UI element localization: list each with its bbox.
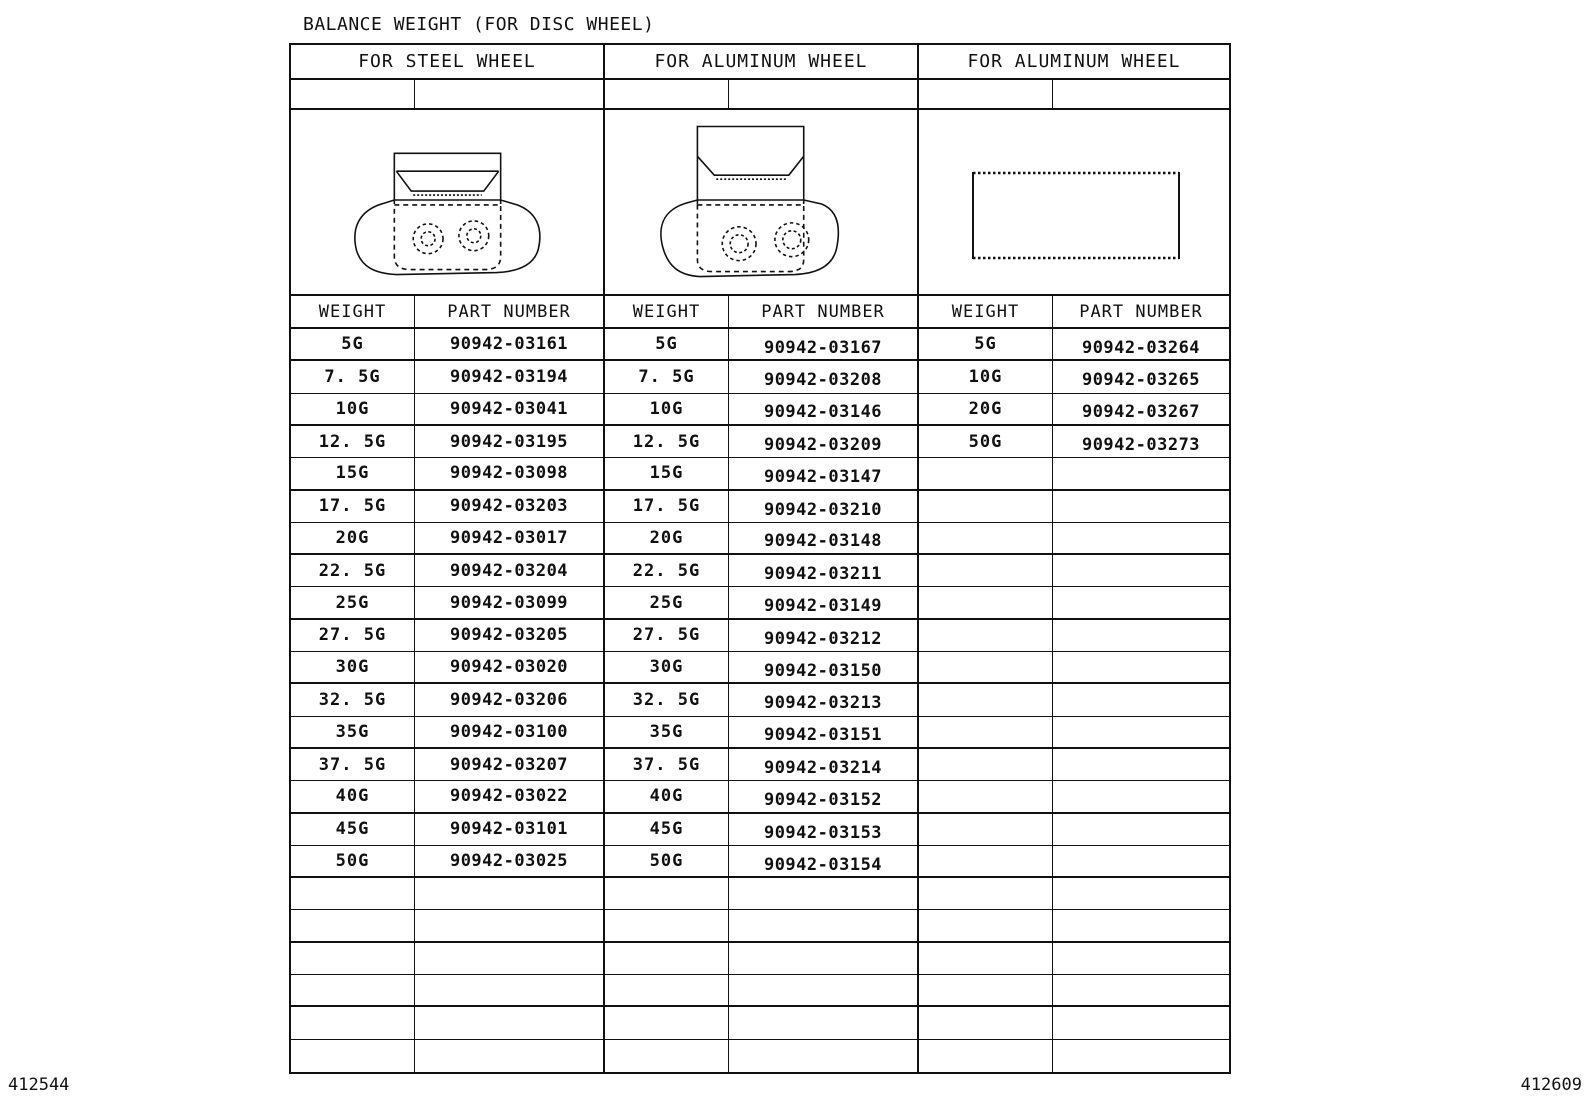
empty-cell	[729, 80, 919, 110]
weight-cell	[291, 1040, 415, 1072]
weight-cell	[919, 587, 1053, 619]
part-number-cell: 90942-03151	[729, 717, 919, 749]
weight-cell: 15G	[605, 458, 729, 490]
part-number-cell: 90942-03150	[729, 652, 919, 684]
col-header-part-number-1: PART NUMBER	[415, 296, 605, 329]
part-number-cell	[729, 1007, 919, 1039]
part-number-cell	[729, 878, 919, 910]
weight-cell: 45G	[291, 814, 415, 846]
weight-cell	[919, 814, 1053, 846]
weight-cell: 17. 5G	[605, 491, 729, 523]
part-number-cell	[1053, 846, 1229, 878]
weight-cell: 35G	[605, 717, 729, 749]
weight-cell: 12. 5G	[291, 426, 415, 458]
weight-cell: 30G	[291, 652, 415, 684]
weight-cell	[605, 1040, 729, 1072]
group-header-steel-wheel: FOR STEEL WHEEL	[291, 45, 605, 80]
group-header-aluminum-wheel-1: FOR ALUMINUM WHEEL	[605, 45, 919, 80]
part-number-cell: 90942-03153	[729, 814, 919, 846]
weight-cell: 17. 5G	[291, 491, 415, 523]
weight-cell: 20G	[605, 523, 729, 555]
weight-cell	[919, 943, 1053, 975]
weight-cell	[919, 910, 1053, 942]
part-number-cell	[415, 878, 605, 910]
part-number-cell: 90942-03203	[415, 491, 605, 523]
col-header-weight-3: WEIGHT	[919, 296, 1053, 329]
part-number-cell: 90942-03098	[415, 458, 605, 490]
weight-cell: 20G	[291, 523, 415, 555]
empty-cell	[291, 80, 415, 110]
weight-cell	[605, 1007, 729, 1039]
part-number-cell	[1053, 781, 1229, 813]
part-number-cell	[729, 943, 919, 975]
part-number-cell: 90942-03214	[729, 749, 919, 781]
part-number-cell	[1053, 523, 1229, 555]
page-code-left: 412544	[8, 1075, 70, 1095]
part-number-cell	[415, 975, 605, 1007]
part-number-cell: 90942-03017	[415, 523, 605, 555]
adhesive-balance-weight-strip-diagram	[919, 110, 1229, 295]
weight-cell	[605, 975, 729, 1007]
part-number-cell	[415, 943, 605, 975]
part-number-cell: 90942-03194	[415, 361, 605, 393]
part-number-cell: 90942-03020	[415, 652, 605, 684]
weight-cell: 12. 5G	[605, 426, 729, 458]
page-title: BALANCE WEIGHT (FOR DISC WHEEL)	[303, 14, 655, 35]
part-number-cell: 90942-03146	[729, 394, 919, 426]
weight-cell: 20G	[919, 394, 1053, 426]
part-number-cell: 90942-03195	[415, 426, 605, 458]
clip-on-balance-weight-tall-clip-diagram	[605, 110, 917, 295]
diagram-cell-aluminum-2	[919, 110, 1229, 296]
weight-cell: 45G	[605, 814, 729, 846]
part-number-cell: 90942-03167	[729, 329, 919, 361]
weight-cell: 10G	[605, 394, 729, 426]
part-number-cell	[1053, 587, 1229, 619]
weight-cell: 7. 5G	[605, 361, 729, 393]
part-number-cell: 90942-03264	[1053, 329, 1229, 361]
weight-cell	[919, 749, 1053, 781]
weight-cell	[919, 458, 1053, 490]
part-number-cell: 90942-03204	[415, 555, 605, 587]
part-number-cell: 90942-03273	[1053, 426, 1229, 458]
weight-cell: 40G	[291, 781, 415, 813]
weight-cell: 27. 5G	[605, 620, 729, 652]
part-number-cell: 90942-03025	[415, 846, 605, 878]
weight-cell: 37. 5G	[605, 749, 729, 781]
weight-cell	[919, 1007, 1053, 1039]
weight-cell: 25G	[291, 587, 415, 619]
weight-cell: 37. 5G	[291, 749, 415, 781]
part-number-cell	[1053, 1007, 1229, 1039]
weight-cell: 7. 5G	[291, 361, 415, 393]
part-number-cell	[415, 910, 605, 942]
weight-cell: 22. 5G	[291, 555, 415, 587]
weight-cell: 5G	[605, 329, 729, 361]
empty-cell	[415, 80, 605, 110]
part-number-cell: 90942-03147	[729, 458, 919, 490]
weight-cell: 50G	[919, 426, 1053, 458]
part-number-cell: 90942-03148	[729, 523, 919, 555]
part-number-cell	[1053, 491, 1229, 523]
part-number-cell: 90942-03022	[415, 781, 605, 813]
col-header-weight-2: WEIGHT	[605, 296, 729, 329]
weight-cell	[919, 1040, 1053, 1072]
part-number-cell: 90942-03208	[729, 361, 919, 393]
weight-cell	[919, 555, 1053, 587]
clip-on-balance-weight-diagram	[291, 110, 603, 295]
diagram-cell-aluminum-1	[605, 110, 919, 296]
weight-cell: 50G	[291, 846, 415, 878]
empty-cell	[605, 80, 729, 110]
part-number-cell	[729, 910, 919, 942]
weight-cell: 22. 5G	[605, 555, 729, 587]
part-number-cell: 90942-03206	[415, 684, 605, 716]
part-number-cell	[1053, 1040, 1229, 1072]
part-number-cell	[729, 1040, 919, 1072]
part-number-cell	[1053, 910, 1229, 942]
weight-cell	[291, 910, 415, 942]
weight-cell	[291, 1007, 415, 1039]
part-number-cell: 90942-03205	[415, 620, 605, 652]
part-number-cell: 90942-03267	[1053, 394, 1229, 426]
part-number-cell	[1053, 878, 1229, 910]
part-number-cell	[415, 1040, 605, 1072]
part-number-cell: 90942-03211	[729, 555, 919, 587]
part-number-cell	[1053, 814, 1229, 846]
weight-cell	[919, 684, 1053, 716]
part-number-cell: 90942-03212	[729, 620, 919, 652]
part-number-cell: 90942-03041	[415, 394, 605, 426]
part-number-cell	[1053, 717, 1229, 749]
weight-cell: 15G	[291, 458, 415, 490]
weight-cell	[291, 878, 415, 910]
weight-cell	[919, 846, 1053, 878]
part-number-cell: 90942-03213	[729, 684, 919, 716]
part-number-cell: 90942-03100	[415, 717, 605, 749]
part-number-cell: 90942-03154	[729, 846, 919, 878]
weight-cell: 32. 5G	[605, 684, 729, 716]
empty-cell	[1053, 80, 1229, 110]
weight-cell	[291, 975, 415, 1007]
weight-cell: 32. 5G	[291, 684, 415, 716]
part-number-cell	[1053, 555, 1229, 587]
part-number-cell: 90942-03209	[729, 426, 919, 458]
weight-cell	[919, 781, 1053, 813]
part-number-cell	[1053, 652, 1229, 684]
weight-cell: 35G	[291, 717, 415, 749]
weight-cell	[291, 943, 415, 975]
part-number-cell	[415, 1007, 605, 1039]
weight-cell	[919, 878, 1053, 910]
part-number-cell: 90942-03207	[415, 749, 605, 781]
weight-cell: 27. 5G	[291, 620, 415, 652]
part-number-cell	[1053, 684, 1229, 716]
part-number-cell: 90942-03099	[415, 587, 605, 619]
weight-cell	[919, 717, 1053, 749]
col-header-weight-1: WEIGHT	[291, 296, 415, 329]
part-number-cell	[729, 975, 919, 1007]
weight-cell: 30G	[605, 652, 729, 684]
weight-cell	[919, 652, 1053, 684]
weight-cell	[919, 975, 1053, 1007]
col-header-part-number-3: PART NUMBER	[1053, 296, 1229, 329]
weight-cell	[919, 491, 1053, 523]
empty-cell	[919, 80, 1053, 110]
part-number-cell	[1053, 975, 1229, 1007]
weight-cell: 5G	[919, 329, 1053, 361]
part-number-cell: 90942-03149	[729, 587, 919, 619]
weight-cell	[605, 910, 729, 942]
weight-cell	[605, 878, 729, 910]
weight-cell	[919, 523, 1053, 555]
weight-cell: 10G	[919, 361, 1053, 393]
weight-cell: 5G	[291, 329, 415, 361]
part-number-cell	[1053, 943, 1229, 975]
part-number-cell: 90942-03210	[729, 491, 919, 523]
weight-cell: 40G	[605, 781, 729, 813]
weight-cell: 10G	[291, 394, 415, 426]
diagram-cell-steel	[291, 110, 605, 296]
part-number-cell: 90942-03161	[415, 329, 605, 361]
weight-cell	[919, 620, 1053, 652]
weight-cell: 50G	[605, 846, 729, 878]
part-number-cell: 90942-03152	[729, 781, 919, 813]
part-number-cell	[1053, 458, 1229, 490]
part-number-cell	[1053, 620, 1229, 652]
weight-cell	[605, 943, 729, 975]
weight-cell: 25G	[605, 587, 729, 619]
part-number-cell: 90942-03265	[1053, 361, 1229, 393]
balance-weight-parts-table	[289, 43, 1231, 1074]
group-header-aluminum-wheel-2: FOR ALUMINUM WHEEL	[919, 45, 1229, 80]
page-code-right: 412609	[1520, 1075, 1582, 1095]
part-number-cell: 90942-03101	[415, 814, 605, 846]
part-number-cell	[1053, 749, 1229, 781]
col-header-part-number-2: PART NUMBER	[729, 296, 919, 329]
